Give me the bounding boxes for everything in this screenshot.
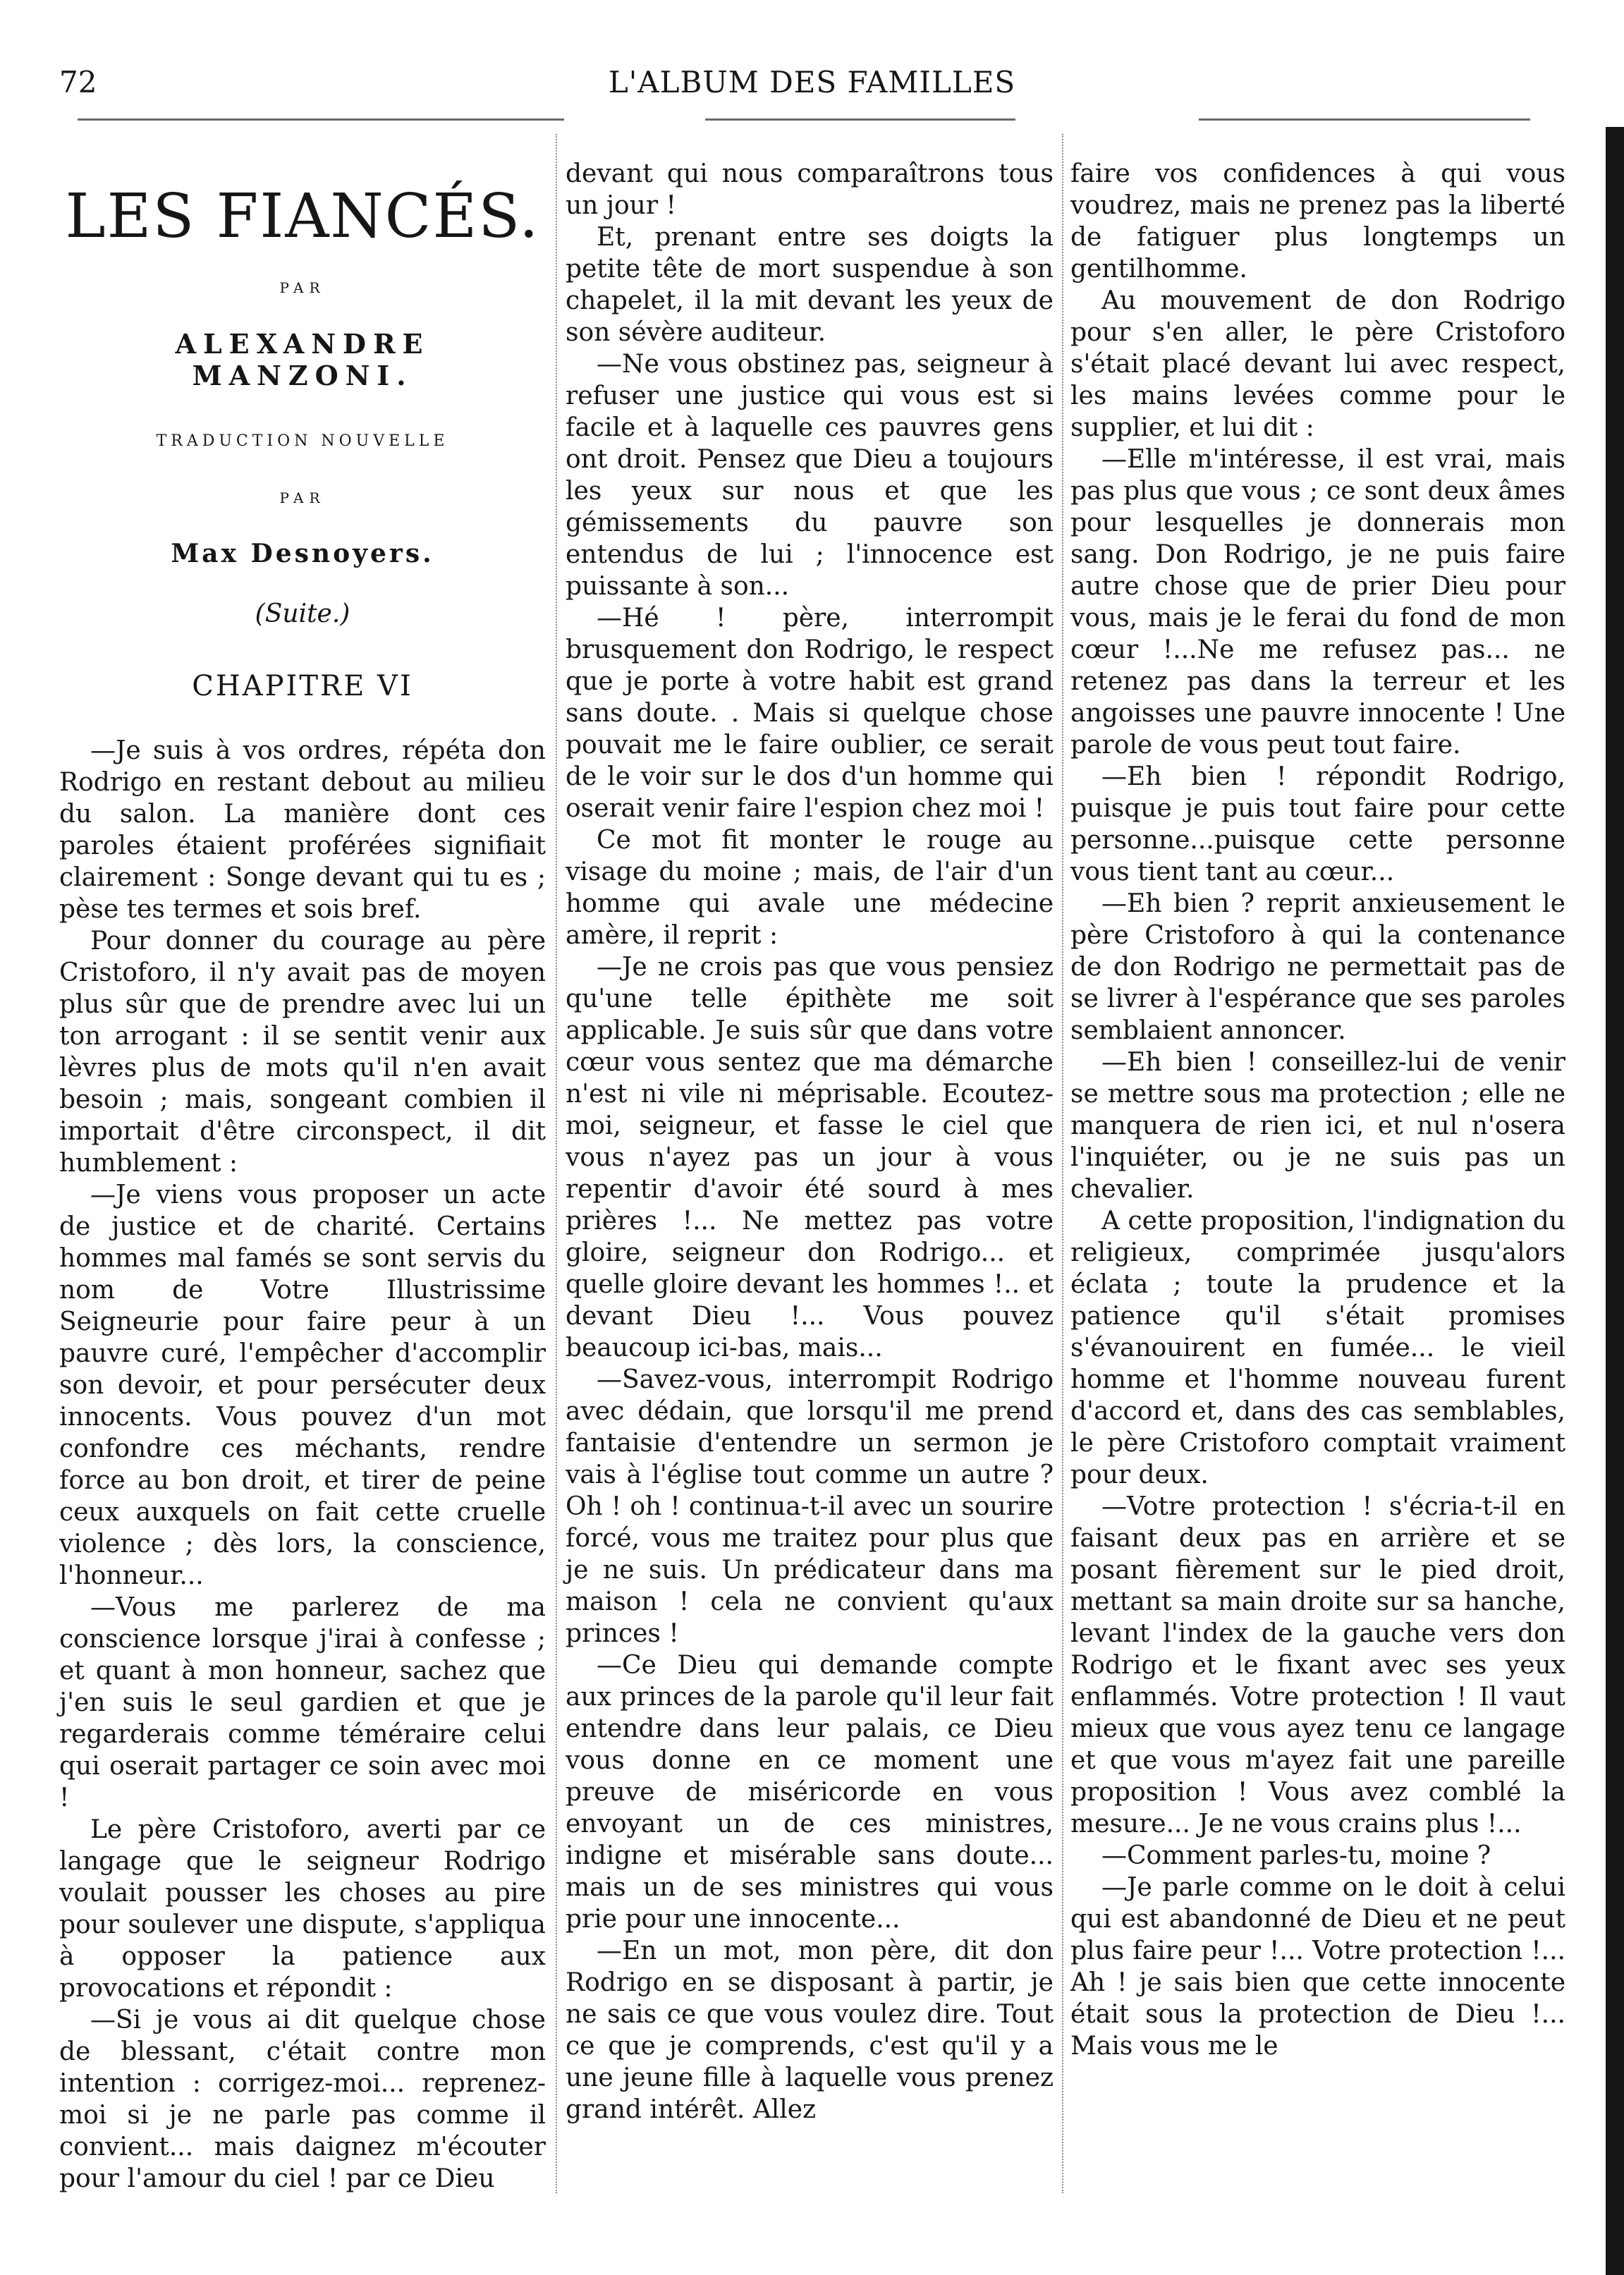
paragraph: —Savez-vous, interrompit Rodrigo avec dédain, que lorsqu'il me prend fantaisie d'entendre un sermon je vais à l'église tout comme un autre ? Oh ! oh ! continua-t-il avec un sourire forcé, vous me traitez pour plus que je ne suis. Un prédicateur dans ma maison ! cela ne convient qu'aux princes ! — [566, 1365, 1054, 1648]
paragraph: A cette proposition, l'indignation du religieux, comprimée jusqu'alors éclata ; toute la prudence et la patience qu'il s'était promises s'évanouirent en fumée... le vieil homme et l'homme nouveau furent d'accord et, dans des cas semblables, le père Cristoforo comptait vraiment pour deux. — [1070, 1207, 1565, 1489]
header-rule-center — [705, 118, 1015, 121]
paragraph: —Je parle comme on le doit à celui qui est abandonné de Dieu et ne peut plus faire peur !... Votre protection !... Ah ! je sais bien que cette innocente était sous la protection de Dieu !... Mais vous me le — [1070, 1873, 1565, 2061]
paragraph: Ce mot fit monter le rouge au visage du moine ; mais, de l'air d'un homme qui avale une médecine amère, il reprit : — [566, 826, 1054, 950]
paragraph: —Hé ! père, interrompit brusquement don Rodrigo, le respect que je porte à votre habit est grand sans doute. . Mais si quelque chose pouvait me le faire oublier, ce serait de le voir sur le dos d'un homme qui oserait venir faire l'espion chez moi ! — [566, 604, 1054, 823]
paragraph: —Comment parles-tu, moine ? — [1101, 1841, 1491, 1870]
paragraph: Pour donner du courage au père Cristoforo, il n'y avait pas de moyen plus sûr que de prendre avec lui un ton arrogant : il se sentit venir aux lèvres plus de mots qu'il n'en avait besoin ; mais, songeant combien il importait d'être circonspect, il dit humblement : — [59, 927, 546, 1178]
translation-note: TRADUCTION NOUVELLE — [156, 432, 449, 450]
page-number: 72 — [59, 65, 97, 99]
header-rule-left — [78, 118, 564, 121]
column-divider-1 — [556, 134, 557, 2193]
paragraph: —Je viens vous proposer un acte de justice et de charité. Certains hommes mal famés se sont servis du nom de Votre Illustrissime Seigneurie pour faire peur à un pauvre curé, l'empêcher d'accomplir son devoir, et pour persécuter deux innocents. Vous pouvez d'un mot confondre ces méchants, rendre force au bon droit, et tirer de peine ceux auxquels on fait cette cruelle violence ; dès lors, la conscience, l'honneur... — [59, 1181, 546, 1590]
binding-spine — [1606, 127, 1624, 2275]
paragraph: —Eh bien ! conseillez-lui de venir se mettre sous ma protection ; elle ne manquera de rien ici, et nul n'osera l'inquiéter, ou je ne suis pas un chevalier. — [1070, 1048, 1565, 1204]
paragraph: —Votre protection ! s'écria-t-il en faisant deux pas en arrière et se posant fièrement sur le pied droit, mettant sa main droite sur sa hanche, levant l'index de la gauche vers don Rodrigo et le fixant avec ses yeux enflammés. Votre protection ! Il vaut mieux que vous ayez tenu ce langage et que vous m'ayez fait une pareille proposition ! Vous avez comblé la mesure... Je ne vous crains plus !... — [1070, 1492, 1565, 1838]
translator-name: Max Desnoyers. — [171, 539, 434, 568]
author-by-label: PAR — [279, 279, 326, 296]
paragraph: —Vous me parlerez de ma conscience lorsque j'irai à confesse ; et quant à mon honneur, sachez que j'en suis le seul gardien et que je regarderais comme téméraire celui qui oserait partager ce soin avec moi ! — [59, 1593, 546, 1812]
text-column-1 — [59, 157, 546, 2195]
story-title: LES FIANCÉS. — [65, 181, 540, 252]
author-name: ALEXANDRE MANZONI. — [175, 328, 430, 391]
paragraph: Au mouvement de don Rodrigo pour s'en aller, le père Cristoforo s'était placé devant lui avec respect, les mains levées comme pour le supplier, et lui dit : — [1070, 286, 1565, 442]
paragraph: faire vos confidences à qui vous voudrez, mais ne prenez pas la liberté de fatiguer plus longtemps un gentilhomme. — [1070, 159, 1565, 283]
column-divider-2 — [1062, 134, 1063, 2193]
paragraph: —Eh bien ? reprit anxieusement le père Cristoforo à qui la contenance de don Rodrigo ne permettait pas de se livrer à l'espérance que ses paroles semblaient annoncer. — [1070, 889, 1565, 1045]
header-rule-right — [1199, 118, 1530, 121]
text-column-3 — [1070, 158, 1565, 2062]
text-column-2 — [566, 158, 1054, 2125]
paragraph: —Ce Dieu qui demande compte aux princes de la parole qu'il leur fait entendre dans leur palais, ce Dieu vous donne en ce moment une preuve de miséricorde en vous envoyant un de ces ministres, indigne et misérable sans doute... mais un de ses ministres qui vous prie pour une innocente... — [566, 1651, 1054, 1934]
paragraph: —En un mot, mon père, dit don Rodrigo en se disposant à partir, je ne sais ce que vous voulez dire. Tout ce que je comprends, c'est qu'il y a une jeune fille à laquelle vous prenez grand intérêt. Allez — [566, 1937, 1054, 2124]
paragraph: —Je ne crois pas que vous pensiez qu'une telle épithète me soit applicable. Je suis sûr que dans votre cœur vous sentez que ma démarche n'est ni vile ni méprisable. Ecoutez-moi, seigneur, et fasse le ciel que vous n'ayez pas un jour à vous repentir d'avoir été sourd à mes prières !... Ne mettez pas votre gloire, seigneur don Rodrigo... et quelle gloire devant les hommes !.. et devant Dieu !... Vous pouvez beaucoup ici-bas, mais... — [566, 953, 1054, 1362]
paragraph: —Elle m'intéresse, il est vrai, mais pas plus que vous ; ce sont deux âmes pour lesquelles je donnerais mon sang. Don Rodrigo, je ne puis faire autre chose que de prier Dieu pour vous, mais je le ferai du fond de mon cœur !...Ne me refusez pas... ne retenez pas dans la terreur et les angoisses une pauvre innocente ! Une parole de vous peut tout faire. — [1070, 445, 1565, 760]
translator-by-label: PAR — [279, 489, 326, 506]
paragraph: —Eh bien ! répondit Rodrigo, puisque je puis tout faire pour cette personne...puisque cette personne vous tient tant au cœur... — [1070, 762, 1565, 886]
continued-label: (Suite.) — [255, 599, 350, 628]
paragraph: —Je suis à vos ordres, répéta don Rodrigo en restant debout au milieu du salon. La manière dont ces paroles étaient proférées signifiait clairement : Songe devant qui tu es ; pèse tes termes et sois bref. — [59, 736, 546, 924]
paragraph: Le père Cristoforo, averti par ce langage que le seigneur Rodrigo voulait pousser les choses au pire pour soulever une dispute, s'appliqua à opposer la patience aux provocations et répondit : — [59, 1815, 546, 2003]
paragraph: —Ne vous obstinez pas, seigneur à refuser une justice qui vous est si facile et à laquelle ces pauvres gens ont droit. Pensez que Dieu a toujours les yeux sur nous et que les gémissements du pauvre son entendus de lui ; l'innocence est puissante à son... — [566, 350, 1054, 601]
paragraph: —Si je vous ai dit quelque chose de blessant, c'était contre mon intention : corrigez-moi... reprenez-moi si je ne parle pas comme il convient... mais daignez m'écouter pour l'amour du ciel ! par ce Dieu — [59, 2006, 546, 2193]
paragraph: Et, prenant entre ses doigts la petite tête de mort suspendue à son chapelet, il la mit devant les yeux de son sévère auditeur. — [566, 223, 1054, 347]
chapter-heading: CHAPITRE VI — [192, 670, 413, 702]
running-title: L'ALBUM DES FAMILLES — [608, 65, 1016, 99]
paragraph: devant qui nous comparaîtrons tous un jour ! — [566, 159, 1054, 220]
